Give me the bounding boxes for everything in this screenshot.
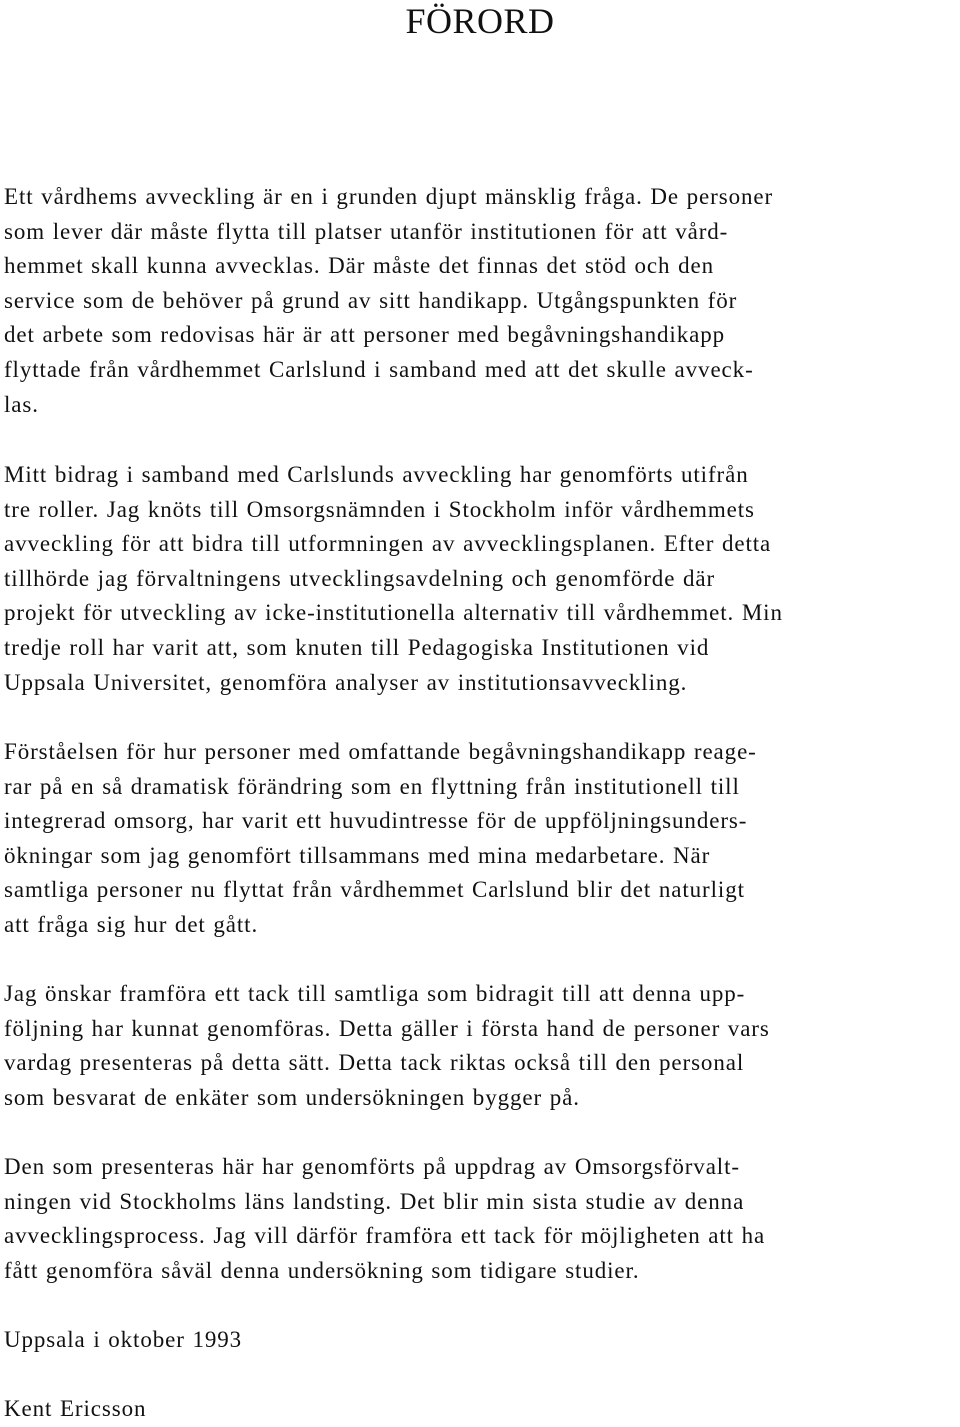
text-line: hemmet skall kunna avvecklas. Där måste det finnas det stöd och den [4,253,714,279]
text-line: Uppsala Universitet, genomföra analyser av institutionsavveckling. [4,669,688,695]
page-title: FÖRORD [405,1,555,41]
text-line: ningen vid Stockholms läns landsting. Det blir min sista studie av denna [4,1188,745,1214]
text-line: integrerad omsorg, har varit ett huvudintresse för de uppföljningsunders- [4,808,748,834]
paragraph-2 [4,458,783,700]
text-line: ökningar som jag genomfört tillsammans med mina medarbetare. När [4,842,711,868]
paragraph-4 [4,977,770,1115]
text-line: avveckling för att bidra till utformningen av avvecklingsplanen. Efter detta [4,531,772,557]
text-line: Ett vårdhems avveckling är en i grunden djupt mänsklig fråga. De personer [4,184,774,209]
paragraph-3 [4,735,757,943]
text-line: det arbete som redovisas här är att personer med begåvningshandikapp [4,322,726,348]
text-line: som besvarat de enkäter som undersökningen bygger på. [4,1084,580,1110]
text-line: Mitt bidrag i samband med Carlslunds avveckling har genomförts utifrån [4,462,749,487]
text-line: service som de behöver på grund av sitt handikapp. Utgångspunkten för [4,287,738,313]
author-signature: Kent Ericsson [4,1396,147,1421]
text-line: att fråga sig hur det gått. [4,911,259,937]
paragraph-5 [4,1150,765,1288]
text-line: vardag presenteras på detta sätt. Detta tack riktas också till den personal [4,1050,745,1076]
text-line: som lever där måste flytta till platser utanför institutionen för att vård- [4,218,729,244]
text-line: fått genomföra såväl denna undersökning som tidigare studier. [4,1257,640,1283]
text-line: tre roller. Jag knöts till Omsorgsnämnden i Stockholm inför vårdhemmets [4,496,755,522]
place-and-date: Uppsala i oktober 1993 [4,1327,243,1352]
text-line: tillhörde jag förvaltningens utvecklingsavdelning och genomförde där [4,565,716,591]
text-line: avvecklingsprocess. Jag vill därför framföra ett tack för möjligheten att ha [4,1223,766,1249]
text-line: samtliga personer nu flyttat från vårdhemmet Carlslund blir det naturligt [4,877,745,903]
text-line: projekt för utveckling av icke-institutionella alternativ till vårdhemmet. Min [4,600,783,626]
text-line: följning har kunnat genomföras. Detta gäller i första hand de personer vars [4,1015,770,1041]
text-line: las. [4,391,39,417]
paragraph-1 [4,180,773,422]
text-line: Den som presenteras här har genomförts på uppdrag av Omsorgsförvalt- [4,1154,740,1179]
text-line: rar på en så dramatisk förändring som en flyttning från institutionell till [4,773,740,799]
text-line: Förståelsen för hur personer med omfattande begåvningshandikapp reage- [4,739,757,764]
text-line: flyttade från vårdhemmet Carlslund i samband med att det skulle avveck- [4,356,754,382]
text-line: Jag önskar framföra ett tack till samtliga som bidragit till att denna upp- [4,981,746,1006]
text-line: tredje roll har varit att, som knuten till Pedagogiska Institutionen vid [4,634,710,660]
